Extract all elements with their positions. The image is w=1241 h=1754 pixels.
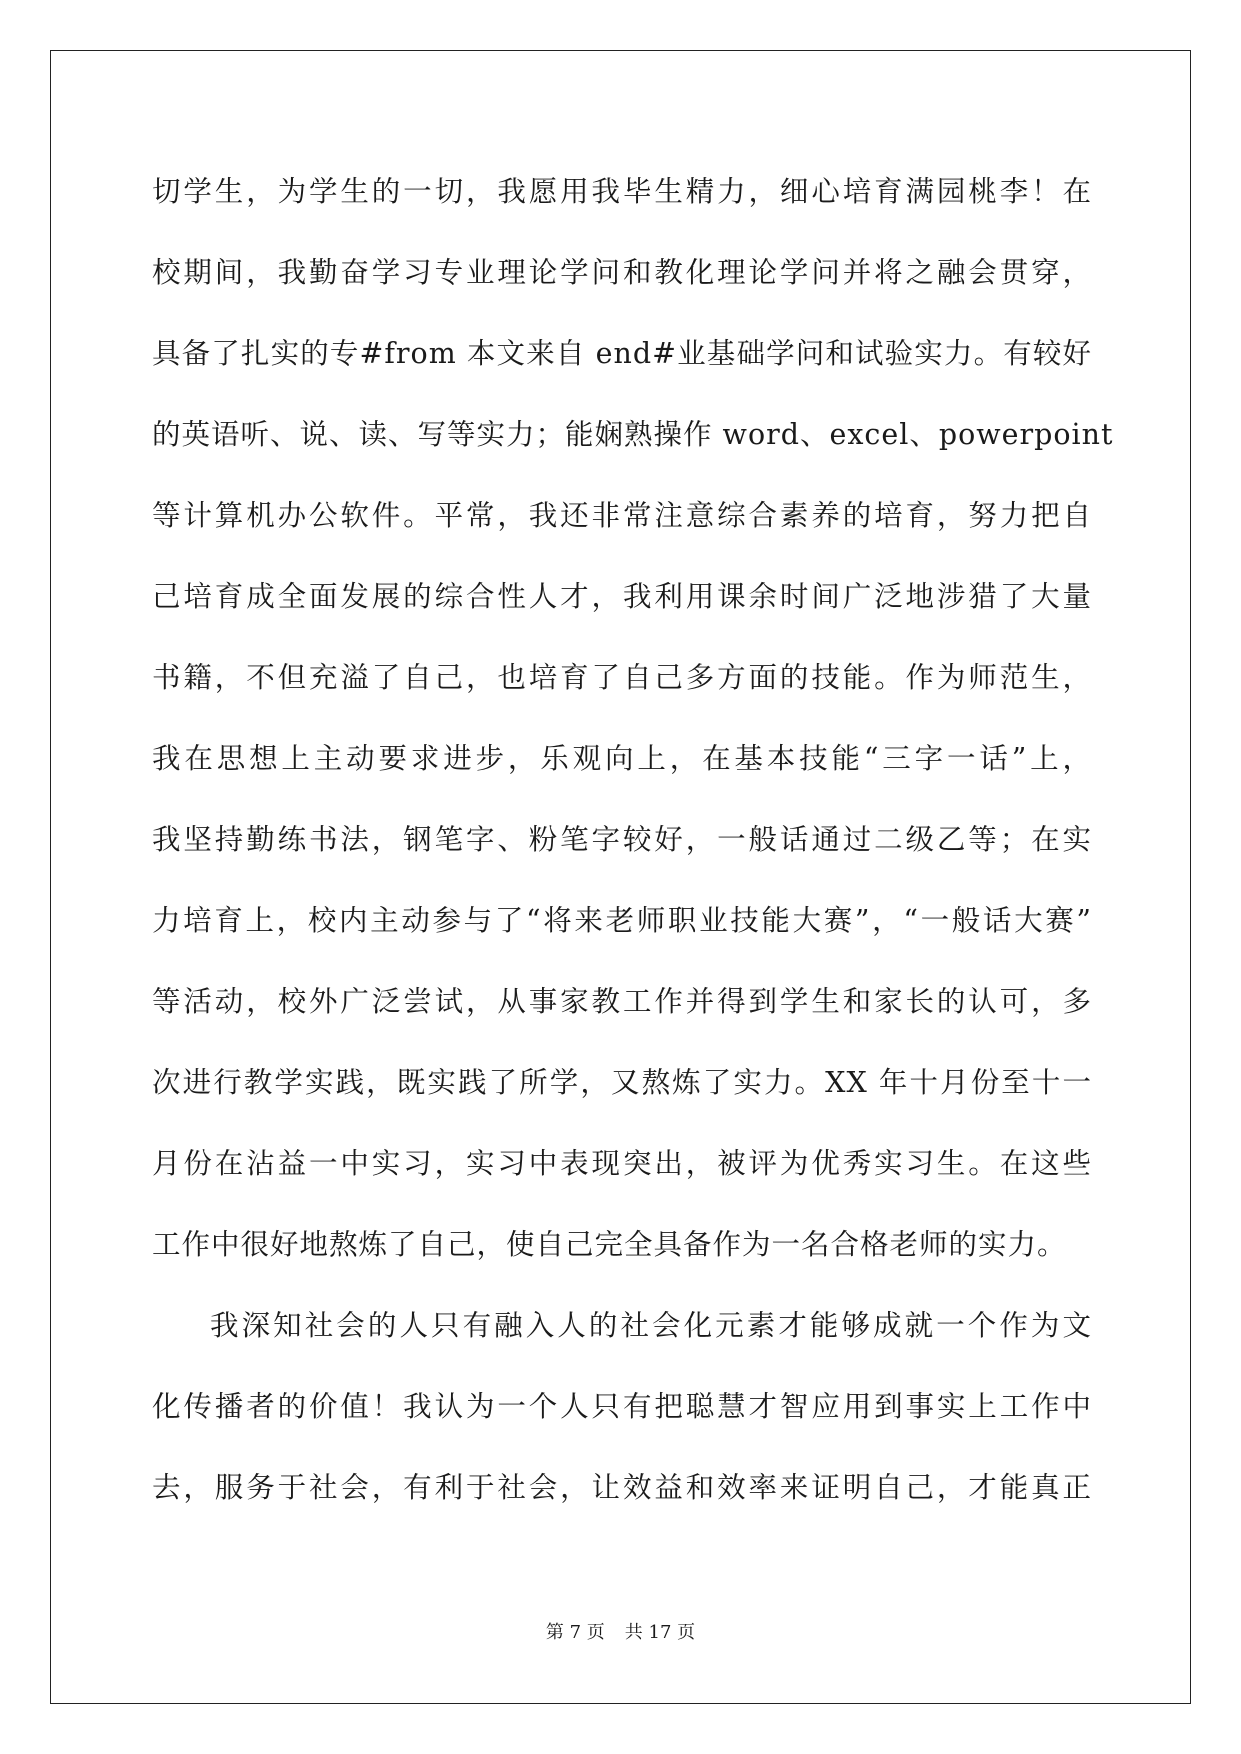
- text-line-17: 去，服务于社会，有利于社会，让效益和效率来证明自己，才能真正: [152, 1471, 1092, 1504]
- page-number-current: 第 7 页: [545, 1622, 605, 1643]
- text-line-11: 等活动，校外广泛尝试，从事家教工作并得到学生和家长的认可，多: [152, 985, 1092, 1018]
- document-body: [152, 162, 1114, 1539]
- text-line-5: 等计算机办公软件。平常，我还非常注意综合素养的培育，努力把自: [152, 499, 1092, 532]
- text-line-2: 校期间，我勤奋学习专业理论学问和教化理论学问并将之融会贯穿，: [152, 256, 1092, 289]
- text-line-12: 次进行教学实践，既实践了所学，又熬炼了实力。XX 年十月份至十一: [152, 1066, 1092, 1099]
- text-line-15: 我深知社会的人只有融入人的社会化元素才能够成就一个作为文: [210, 1309, 1092, 1342]
- text-line-4: 的英语听、说、读、写等实力；能娴熟操作 word、excel、powerpoint: [152, 418, 1114, 451]
- text-line-16: 化传播者的价值！我认为一个人只有把聪慧才智应用到事实上工作中: [152, 1390, 1092, 1423]
- text-line-6: 己培育成全面发展的综合性人才，我利用课余时间广泛地涉猎了大量: [152, 580, 1092, 613]
- text-line-8: 我在思想上主动要求进步，乐观向上，在基本技能“三字一话”上，: [152, 742, 1092, 775]
- text-line-13: 月份在沾益一中实习，实习中表现突出，被评为优秀实习生。在这些: [152, 1147, 1092, 1180]
- text-line-7: 书籍，不但充溢了自己，也培育了自己多方面的技能。作为师范生，: [152, 661, 1092, 694]
- text-line-9: 我坚持勤练书法，钢笔字、粉笔字较好，一般话通过二级乙等；在实: [152, 823, 1092, 856]
- page-footer: [0, 1618, 1241, 1644]
- page-number-total: 共 17 页: [624, 1622, 696, 1643]
- text-line-10: 力培育上，校内主动参与了“将来老师职业技能大赛”，“一般话大赛”: [152, 904, 1092, 937]
- text-line-1: 切学生，为学生的一切，我愿用我毕生精力，细心培育满园桃李！在: [152, 175, 1092, 208]
- text-line-14: 工作中很好地熬炼了自己，使自己完全具备作为一名合格老师的实力。: [152, 1228, 1067, 1261]
- text-line-3: 具备了扎实的专#from 本文来自 end#业基础学问和试验实力。有较好: [152, 337, 1092, 370]
